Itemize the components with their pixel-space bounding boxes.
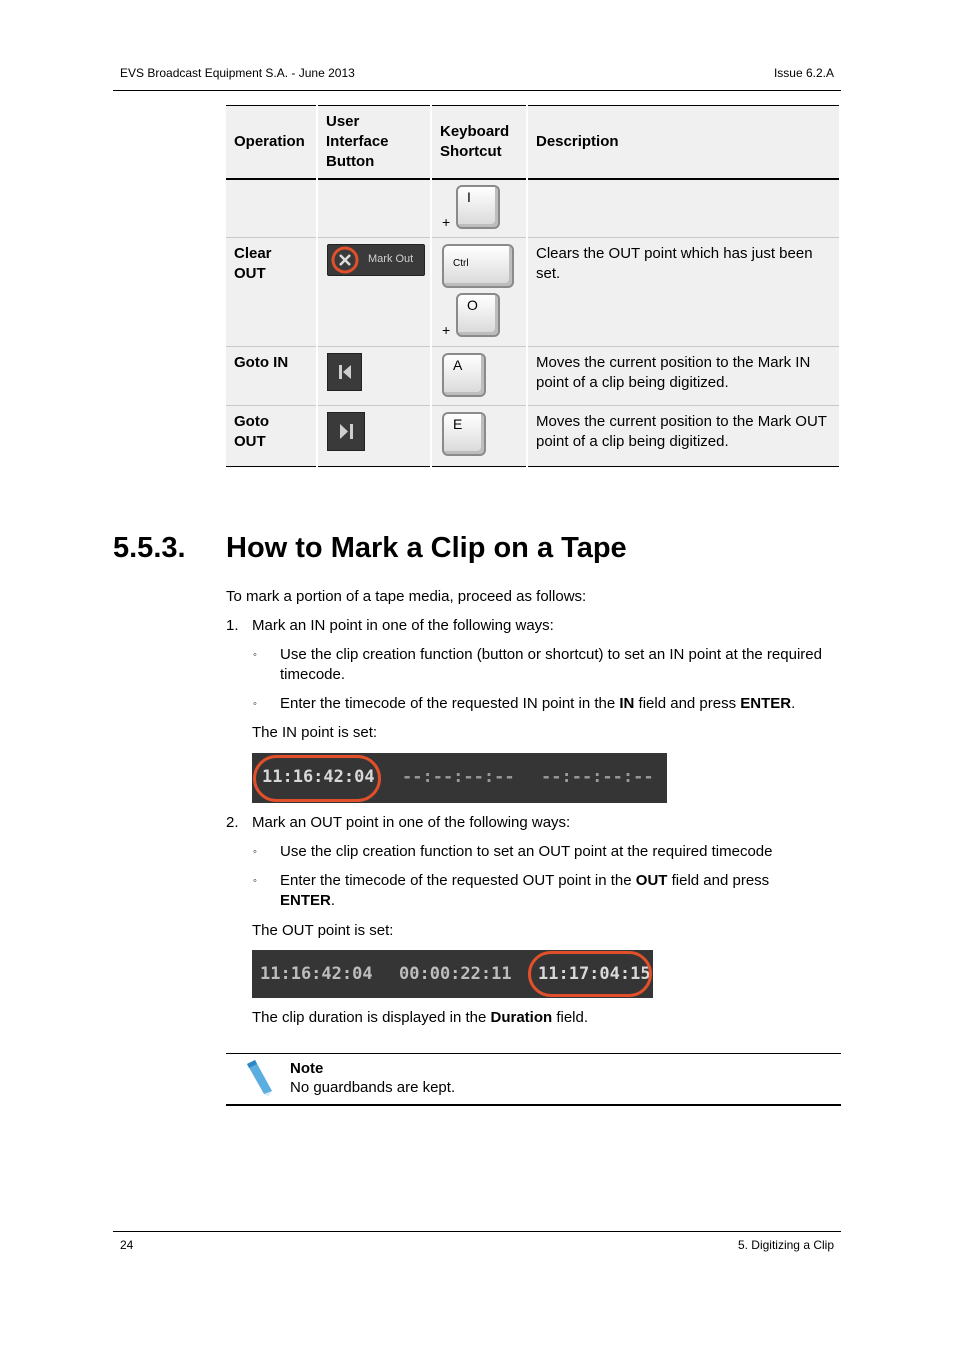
- table-header-row: [226, 106, 840, 179]
- step-2-text: Mark an OUT point in one of the following ways:: [252, 814, 571, 831]
- goto-in-button[interactable]: [327, 353, 362, 391]
- key-i-icon: I: [456, 185, 500, 229]
- section-title: How to Mark a Clip on a Tape: [226, 532, 627, 564]
- goto-out-icon: [328, 413, 364, 450]
- pencil-icon: [244, 1058, 274, 1098]
- highlight-ring: [253, 755, 381, 802]
- bullet-icon: ◦: [253, 649, 257, 661]
- note-text: No guardbands are kept.: [290, 1079, 456, 1096]
- note-title: Note: [290, 1060, 324, 1077]
- duration-text: The clip duration is displayed in the Duration field.: [252, 1009, 589, 1026]
- key-e-icon: E: [442, 412, 486, 456]
- shortcut-table: [226, 105, 841, 467]
- timecode-out-field[interactable]: --:--:--:--: [541, 767, 654, 787]
- timecode-duration-field[interactable]: 00:00:22:11: [399, 964, 512, 984]
- page-header-left: EVS Broadcast Equipment S.A. - June 2013: [120, 66, 355, 80]
- desc-clear-out: Clears the OUT point which has just been set.: [527, 238, 840, 347]
- page-number: 24: [120, 1238, 134, 1252]
- op-goto-in: Goto IN: [226, 347, 317, 406]
- highlight-ring: [528, 951, 652, 997]
- desc-goto-in: Moves the current position to the Mark IN point of a clip being digitized.: [527, 347, 840, 406]
- page-header-right: Issue 6.2.A: [773, 66, 834, 80]
- mark-out-label: Mark Out: [368, 253, 414, 265]
- timecode-in-field[interactable]: 11:16:42:04: [260, 964, 373, 984]
- key-a-icon: A: [442, 353, 486, 397]
- table-row: + I: [226, 179, 840, 238]
- key-ctrl-icon: Ctrl: [442, 244, 514, 288]
- in-point-set-text: The IN point is set:: [252, 724, 378, 741]
- out-point-set-text: The OUT point is set:: [252, 922, 394, 939]
- step-1-number: 1.: [226, 617, 239, 634]
- timecode-in-field[interactable]: 11:16:42:04: [262, 767, 375, 787]
- header-ui-button: User Interface Button: [317, 106, 431, 179]
- table-row: [226, 347, 840, 406]
- desc-goto-out: Moves the current position to the Mark OUT point of a clip being digitized.: [527, 406, 840, 467]
- intro-text: To mark a portion of a tape media, proceed as follows:: [226, 588, 587, 605]
- table-row: Clear OUT Mark Out Ctrl + O Clears the OUT point which has just been set.: [226, 238, 840, 347]
- timecode-panel-in: [252, 753, 667, 803]
- step-1-bullet-1-line-2: timecode.: [280, 666, 346, 683]
- section-number: 5.5.3.: [113, 532, 186, 564]
- step-1-bullet-2: Enter the timecode of the requested IN point in the IN field and press ENTER.: [280, 695, 796, 712]
- bullet-icon: ◦: [253, 698, 257, 710]
- step-1-bullet-1-line-1: Use the clip creation function (button or shortcut) to set an IN point at the required: [280, 646, 822, 663]
- bullet-icon: ◦: [253, 846, 257, 858]
- op-goto-out: Goto OUT: [226, 406, 317, 467]
- clear-x-icon: [330, 245, 360, 275]
- step-2-number: 2.: [226, 814, 239, 831]
- timecode-out-field[interactable]: 11:17:04:15: [538, 964, 651, 984]
- timecode-panel-out: [252, 950, 653, 998]
- footer-chapter: 5. Digitizing a Clip: [737, 1238, 834, 1252]
- mark-out-button[interactable]: [327, 244, 425, 276]
- table-row: [226, 406, 840, 467]
- step-1-text: Mark an IN point in one of the following ways:: [252, 617, 554, 634]
- note-bottom-rule: [226, 1104, 841, 1106]
- goto-in-icon: [328, 354, 361, 390]
- header-description: Description: [527, 106, 840, 179]
- footer-rule: [113, 1231, 841, 1232]
- header-operation: Operation: [226, 106, 317, 179]
- goto-out-button[interactable]: [327, 412, 365, 451]
- key-o-icon: O: [456, 293, 500, 337]
- header-shortcut: Keyboard Shortcut: [431, 106, 527, 179]
- step-2-bullet-2-line-1: Enter the timecode of the requested OUT point in the OUT field and press: [280, 872, 770, 889]
- header-rule: [113, 90, 841, 91]
- note-top-rule: [226, 1053, 841, 1054]
- op-clear-out: Clear OUT: [226, 238, 317, 347]
- step-2-bullet-1: Use the clip creation function to set an OUT point at the required timecode: [280, 843, 773, 860]
- bullet-icon: ◦: [253, 875, 257, 887]
- timecode-duration-field[interactable]: --:--:--:--: [402, 767, 515, 787]
- step-2-bullet-2-line-2: ENTER.: [280, 892, 336, 909]
